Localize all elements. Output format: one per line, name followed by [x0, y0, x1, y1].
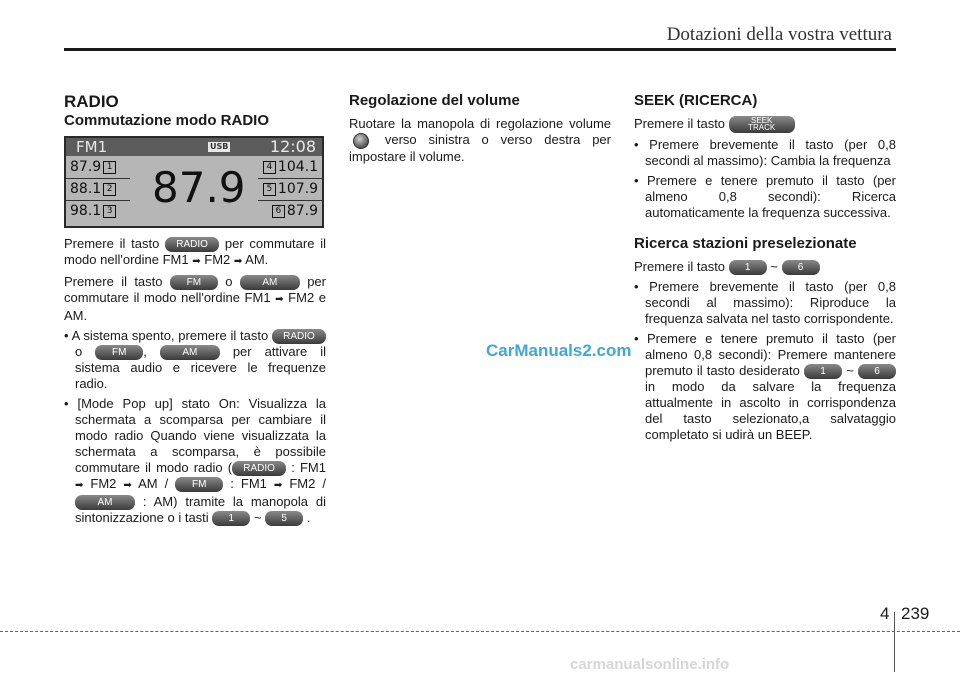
paragraph-radio-button: Premere il tasto RADIO per commutare il modo nell'ordine FM1 ➡ FM2 ➡ AM. [64, 236, 326, 268]
seek-track-button-icon: SEEK TRACK [729, 116, 795, 133]
am-button-icon: AM [75, 495, 135, 510]
preset-left-3: 98.1 3 [70, 202, 118, 220]
bullet-system-off: • A sistema spento, premere il tasto RADIO o FM , AM per attivare il sistema audio e ricevere le frequenze radio. [64, 328, 326, 392]
volume-knob-icon [353, 133, 369, 149]
preset-right-5: 5 107.9 [261, 180, 318, 198]
am-button-icon: AM [240, 275, 300, 290]
preset-left-2: 88.1 2 [70, 180, 118, 198]
bottom-watermark: carmanualsonline.info [570, 656, 730, 673]
bullet-preset-long: • Premere e tenere premuto il tasto (per almeno 0,8 secondi): Premere mantenere premuto il tasto desiderato 1 ~ 6 in modo da salvare la frequenza attualmente in ascolto in corrispondenza del tasto selezionato,a salvataggio completato si udirà un BEEP. [634, 331, 896, 443]
display-frequency: 87.9 [152, 163, 246, 212]
section-title-presets: Ricerca stazioni preselezionate [634, 235, 857, 253]
column-volume [349, 92, 611, 169]
display-divider [258, 178, 322, 179]
radio-button-icon: RADIO [165, 237, 219, 252]
preset-left-1: 87.9 1 [70, 158, 118, 176]
preset-right-6: 6 87.9 [270, 202, 318, 220]
page-number-separator [894, 612, 896, 672]
arrow-icon: ➡ [123, 480, 132, 492]
radio-button-icon: RADIO [232, 461, 286, 476]
bullet-preset-short: • Premere brevemente il tasto (per 0,8 secondi al massimo): Riproduce la frequenza salvata nel tasto corrispondente. [634, 279, 896, 327]
bullet-seek-long: • Premere e tenere premuto il tasto (per almeno 0,8 secondi): Ricerca automaticamente la frequenza successiva. [634, 173, 896, 221]
preset-6-button-icon: 6 [858, 364, 896, 379]
fm-button-icon: FM [175, 477, 223, 492]
preset-1-button-icon: 1 [729, 260, 767, 275]
display-divider [258, 200, 322, 201]
display-clock: 12:08 [269, 137, 316, 156]
arrow-icon: ➡ [273, 480, 283, 492]
display-divider [66, 200, 130, 201]
paragraph-seek-button: Premere il tasto SEEK TRACK [634, 116, 896, 133]
display-divider [66, 178, 130, 179]
arrow-icon: ➡ [192, 256, 201, 268]
preset-1-button-icon: 1 [212, 511, 250, 526]
preset-6-button-icon: 6 [782, 260, 820, 275]
display-usb-badge: USB [210, 142, 229, 151]
arrow-icon: ➡ [275, 294, 284, 306]
paragraph-fm-am-button: Premere il tasto FM o AM per commutare il modo nell'ordine FM1 ➡ FM2 e AM. [64, 274, 326, 324]
preset-1-button-icon: 1 [804, 364, 842, 379]
fm-button-icon: FM [95, 345, 143, 360]
section-title-volume: Regolazione del volume [349, 92, 520, 109]
bullet-mode-popup: • [Mode Pop up] stato On: Visualizza la schermata a scomparsa per cambiare il modo radio Quando viene visualizzata la schermata a scomparsa, è possibile commutare il modo radio ( RADIO : FM1 ➡ FM2 ➡ AM / FM : FM1 ➡ FM2 / AM : AM) tramite la manopola di sintonizzazione o i tasti 1 ~ 5 . [64, 396, 326, 526]
paragraph-volume: Ruotare la manopola di regolazione volume verso sinistra o verso destra per impostare il volume. [349, 116, 611, 164]
fm-button-icon: FM [170, 275, 218, 290]
watermark-link[interactable]: CarManuals2.com [486, 341, 632, 360]
bullet-seek-short: • Premere brevemente il tasto (per 0,8 secondi al massimo): Cambia la frequenza [634, 137, 896, 169]
preset-right-4: 4 104.1 [261, 158, 318, 176]
preset-5-button-icon: 5 [265, 511, 303, 526]
column-seek [634, 92, 896, 447]
column-radio [64, 92, 326, 530]
page-header-title: Dotazioni della vostra vettura [666, 24, 892, 45]
paragraph-preset-buttons: Premere il tasto 1 ~ 6 [634, 259, 896, 275]
footer-dashed-rule [0, 631, 960, 632]
subtitle-radio-mode: Commutazione modo RADIO [64, 112, 269, 129]
radio-display-image [64, 136, 324, 228]
radio-button-icon: RADIO [272, 329, 326, 344]
arrow-icon: ➡ [233, 256, 243, 268]
chapter-number: 4 [880, 604, 890, 623]
arrow-icon: ➡ [75, 480, 84, 492]
header-rule [64, 48, 896, 51]
display-band: FM1 [76, 138, 108, 156]
page-number: 239 [901, 604, 930, 623]
am-button-icon: AM [160, 345, 220, 360]
section-title-radio: RADIO [64, 92, 119, 111]
section-title-seek: SEEK (RICERCA) [634, 92, 758, 109]
